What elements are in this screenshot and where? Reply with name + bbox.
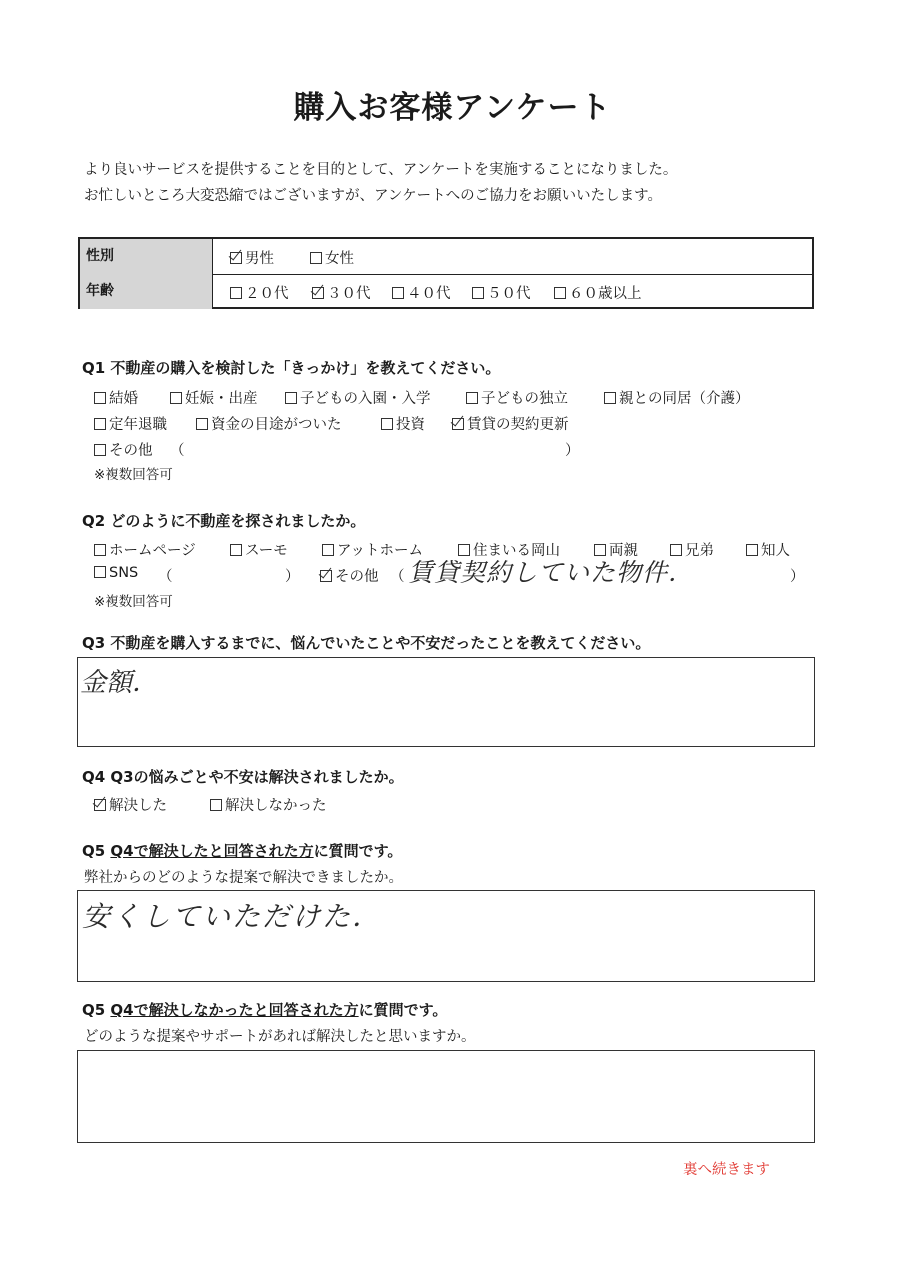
q1-note: ※複数回答可 [94,467,173,483]
checkbox-icon[interactable] [452,418,464,430]
q2-sns-paren-close: ） [285,569,300,585]
checkbox-icon[interactable] [230,287,242,299]
q4-option-not-resolved[interactable]: 解決しなかった [210,794,327,815]
checkbox-icon[interactable] [466,392,478,404]
q2-option-other[interactable]: その他 [320,565,379,586]
q2-question: Q2 どのように不動産を探されましたか。 [82,512,366,530]
gender-option-female[interactable]: 女性 [310,247,354,268]
q3-question: Q3 不動産を購入するまでに、悩んでいたことや不安だったことを教えてください。 [82,634,651,652]
checkbox-icon[interactable] [94,444,106,456]
intro-line-2: お忙しいところ大変恐縮ではございますが、アンケートへのご協力をお願いいたします。 [84,188,662,204]
checkbox-icon[interactable] [170,392,182,404]
q4-question: Q4 Q3の悩みごとや不安は解決されましたか。 [82,768,404,786]
gender-row [80,239,812,275]
checkbox-icon[interactable] [94,799,106,811]
q2-option-sumairu-okayama[interactable]: 住まいる岡山 [458,539,560,560]
age-option-40s[interactable]: ４０代 [392,282,451,303]
q1-option-funds-ready[interactable]: 資金の目途がついた [196,413,342,434]
q2-option-suumo[interactable]: スーモ [230,539,288,560]
q5a-answer-box[interactable] [77,890,815,982]
checkbox-icon[interactable] [746,544,758,556]
checkbox-icon[interactable] [312,287,324,299]
q5b-question: Q5 Q4で解決しなかったと回答された方に質問です。 [82,1001,448,1019]
q2-option-homepage[interactable]: ホームページ [94,539,196,560]
q5a-question: Q5 Q4で解決したと回答された方に質問です。 [82,842,403,860]
q1-option-other[interactable]: その他 [94,439,153,460]
q1-option-marriage[interactable]: 結婚 [94,387,138,408]
checkbox-icon[interactable] [392,287,404,299]
q5a-subtext: 弊社からのどのような提案で解決できましたか。 [84,870,403,886]
q2-other-paren-close: ） [790,569,805,585]
checkbox-icon[interactable] [94,544,106,556]
q1-other-paren-open: （ [170,443,185,459]
q2-option-athome[interactable]: アットホーム [322,539,423,560]
age-label: 年齢 [80,274,213,309]
q1-option-lease-renewal[interactable]: 賃貸の契約更新 [452,413,569,434]
q1-option-independence[interactable]: 子どもの独立 [466,387,568,408]
age-option-50s[interactable]: ５０代 [472,282,531,303]
intro-line-1: より良いサービスを提供することを目的として、アンケートを実施することになりました。 [84,162,678,178]
q1-option-investment[interactable]: 投資 [381,413,425,434]
continued-on-back-note: 裏へ続きます [683,1162,770,1178]
age-option-60plus[interactable]: ６０歳以上 [554,282,642,303]
age-row [80,274,812,309]
checkbox-icon[interactable] [285,392,297,404]
q1-other-paren-close: ） [565,443,580,459]
checkbox-icon[interactable] [322,544,334,556]
q2-other-paren-open: （ [390,569,405,585]
profile-table [78,237,814,309]
q1-option-pregnancy[interactable]: 妊娠・出産 [170,387,258,408]
checkbox-icon[interactable] [604,392,616,404]
checkbox-icon[interactable] [230,544,242,556]
checkbox-icon[interactable] [230,252,242,264]
q2-sns-paren-open: （ [158,569,173,585]
gender-option-male[interactable]: 男性 [230,247,274,268]
q1-option-living-with-parents[interactable]: 親との同居（介護） [604,387,750,408]
q1-option-retirement[interactable]: 定年退職 [94,413,167,434]
q5b-subtext: どのような提案やサポートがあれば解決したと思いますか。 [84,1029,476,1045]
q5b-answer-box[interactable] [77,1050,815,1143]
checkbox-icon[interactable] [196,418,208,430]
checkbox-icon[interactable] [310,252,322,264]
q2-note: ※複数回答可 [94,594,173,610]
checkbox-icon[interactable] [94,418,106,430]
q2-option-parents[interactable]: 両親 [594,539,638,560]
q2-option-siblings[interactable]: 兄弟 [670,539,714,560]
checkbox-icon[interactable] [320,570,332,582]
checkbox-icon[interactable] [210,799,222,811]
survey-title: 購入お客様アンケート [293,90,612,126]
q2-option-sns[interactable]: SNS [94,565,138,581]
q1-option-school[interactable]: 子どもの入園・入学 [285,387,431,408]
gender-label: 性別 [80,239,213,274]
q5a-handwritten-answer: 安くしていただけた． [82,900,383,933]
q4-option-resolved[interactable]: 解決した [94,794,167,815]
checkbox-icon[interactable] [381,418,393,430]
checkbox-icon[interactable] [94,392,106,404]
q3-handwritten-answer: 金額． [80,668,159,698]
q2-option-acquaintance[interactable]: 知人 [746,539,790,560]
age-option-30s[interactable]: ３０代 [312,282,371,303]
q2-other-handwritten-answer[interactable]: 賃貸契約していた物件． [408,558,695,587]
checkbox-icon[interactable] [94,566,106,578]
checkbox-icon[interactable] [554,287,566,299]
checkbox-icon[interactable] [472,287,484,299]
age-option-20s[interactable]: ２０代 [230,282,289,303]
q3-answer-box[interactable] [77,657,815,747]
q1-question: Q1 不動産の購入を検討した「きっかけ」を教えてください。 [82,359,501,377]
